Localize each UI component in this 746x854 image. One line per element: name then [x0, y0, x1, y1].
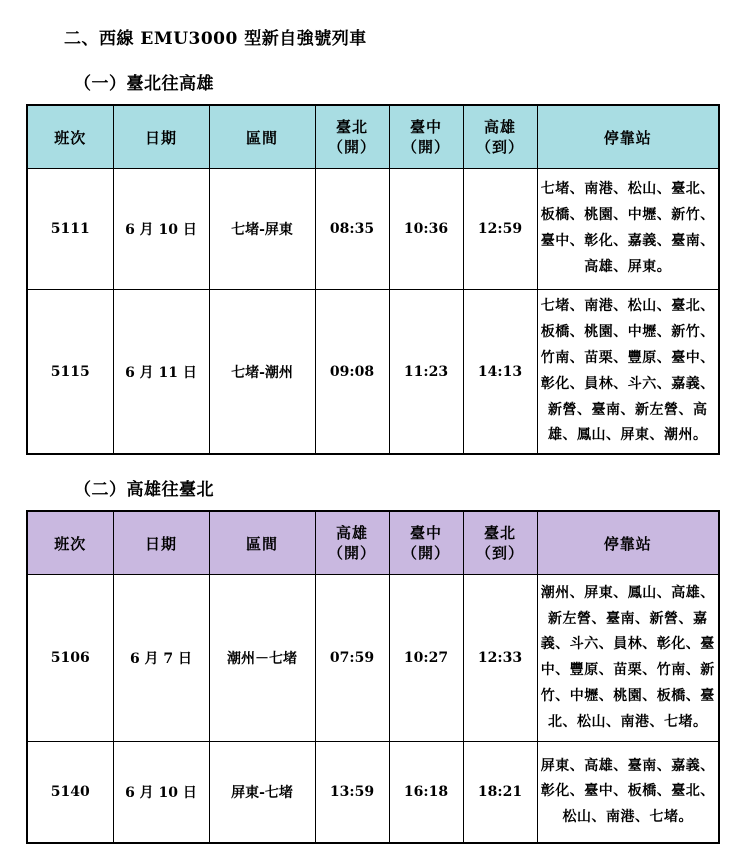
cell-segment: 七堵-屏東 [209, 169, 315, 290]
section-heading-1: （一）臺北往高雄 [74, 74, 214, 94]
header-segment: 區間 [209, 105, 315, 169]
cell-time-mid: 11:23 [389, 290, 463, 455]
header-depart-taichung [389, 105, 463, 169]
cell-train-no: 5106 [27, 575, 113, 742]
cell-stops: 七堵、南港、松山、臺北、板橋、桃園、中壢、新竹、臺中、彰化、嘉義、臺南、高雄、屏東。 [537, 169, 719, 290]
cell-stops: 屏東、高雄、臺南、嘉義、彰化、臺中、板橋、臺北、松山、南港、七堵。 [537, 742, 719, 844]
header-stops: 停靠站 [537, 105, 719, 169]
header-depart-taipei-line1: 臺北 [335, 117, 368, 136]
schedule-table-taipei-to-kaohsiung [26, 104, 720, 455]
header-arrive-kaohsiung-line2: （到） [475, 138, 524, 156]
table-header-row [27, 105, 719, 169]
cell-date: 6 月 10 日 [113, 742, 209, 844]
header-depart-taichung-line2: （開） [401, 544, 450, 563]
cell-time-mid: 10:27 [389, 575, 463, 742]
table-row [27, 575, 719, 742]
header-date: 日期 [113, 105, 209, 169]
cell-time-mid: 10:36 [389, 169, 463, 290]
cell-date: 6 月 7 日 [113, 575, 209, 742]
cell-time-origin: 13:59 [315, 742, 389, 844]
header-arrive-taipei-line1: 臺北 [483, 524, 516, 543]
header-segment: 區間 [209, 511, 315, 575]
table-header-row [27, 511, 719, 575]
cell-time-dest: 12:33 [463, 575, 537, 742]
header-depart-taichung-line2: （開） [401, 138, 450, 156]
header-depart-taipei [315, 105, 389, 169]
cell-train-no: 5140 [27, 742, 113, 844]
header-depart-kaohsiung-line1: 高雄 [335, 524, 368, 543]
schedule-table-kaohsiung-to-taipei [26, 510, 720, 844]
header-depart-kaohsiung [315, 511, 389, 575]
cell-segment: 潮州－七堵 [209, 575, 315, 742]
section-heading-2: （二）高雄往臺北 [74, 480, 214, 501]
header-depart-taichung [389, 511, 463, 575]
table-row [27, 742, 719, 844]
header-date: 日期 [113, 511, 209, 575]
cell-date: 6 月 11 日 [113, 290, 209, 455]
cell-time-origin: 09:08 [315, 290, 389, 455]
cell-time-origin: 08:35 [315, 169, 389, 290]
cell-time-dest: 12:59 [463, 169, 537, 290]
header-arrive-kaohsiung-line1: 高雄 [483, 117, 516, 136]
cell-train-no: 5111 [27, 169, 113, 290]
header-train-no: 班次 [27, 105, 113, 169]
cell-stops: 潮州、屏東、鳳山、高雄、新左營、臺南、新營、嘉義、斗六、員林、彰化、臺中、豐原、苗栗、竹南、新竹、中壢、桃園、板橋、臺北、松山、南港、七堵。 [537, 575, 719, 742]
header-arrive-taipei-line2: （到） [475, 544, 524, 563]
cell-time-dest: 18:21 [463, 742, 537, 844]
cell-stops: 七堵、南港、松山、臺北、板橋、桃園、中壢、新竹、竹南、苗栗、豐原、臺中、彰化、員林、斗六、嘉義、新營、臺南、新左營、高雄、鳳山、屏東、潮州。 [537, 290, 719, 455]
cell-time-dest: 14:13 [463, 290, 537, 455]
page-title: 二、西線 EMU3000 型新自強號列車 [64, 29, 367, 49]
header-arrive-kaohsiung [463, 105, 537, 169]
cell-segment: 屏東-七堵 [209, 742, 315, 844]
cell-date: 6 月 10 日 [113, 169, 209, 290]
header-depart-taichung-line1: 臺中 [409, 524, 442, 543]
header-depart-taichung-line1: 臺中 [409, 117, 442, 136]
header-arrive-taipei [463, 511, 537, 575]
cell-time-origin: 07:59 [315, 575, 389, 742]
table-row [27, 169, 719, 290]
header-train-no: 班次 [27, 511, 113, 575]
header-depart-kaohsiung-line2: （開） [327, 544, 376, 563]
header-depart-taipei-line2: （開） [327, 138, 376, 156]
cell-train-no: 5115 [27, 290, 113, 455]
header-stops: 停靠站 [537, 511, 719, 575]
cell-segment: 七堵-潮州 [209, 290, 315, 455]
cell-time-mid: 16:18 [389, 742, 463, 844]
table-row [27, 290, 719, 455]
